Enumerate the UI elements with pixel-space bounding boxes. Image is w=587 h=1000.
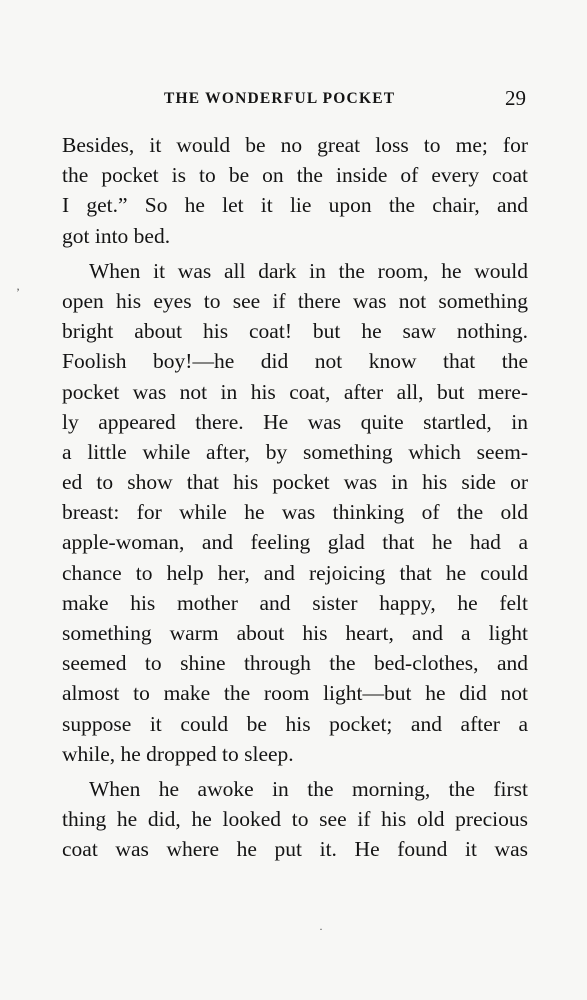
text-line: make his mother and sister happy, he felt	[62, 590, 528, 615]
text-line: got into bed.	[62, 223, 171, 248]
body-text	[62, 130, 528, 865]
text-line: Foolish boy!—he did not know that the	[62, 349, 528, 374]
text-line: pocket was not in his coat, after all, but mere-	[62, 379, 528, 404]
text-line: breast: for while he was thinking of the old	[62, 500, 528, 525]
text-line: a little while after, by something which seem-	[62, 439, 528, 464]
text-line: the pocket is to be on the inside of every coat	[62, 163, 528, 188]
paragraph	[62, 256, 528, 769]
text-line: chance to help her, and rejoicing that he could	[62, 560, 528, 585]
paragraph	[62, 774, 528, 865]
ink-speck: ·	[319, 922, 323, 936]
text-line: something warm about his heart, and a light	[62, 621, 528, 645]
paragraph	[62, 130, 528, 251]
text-line: bright about his coat! but he saw nothing.	[62, 319, 528, 344]
text-line: suppose it could be his pocket; and after a	[62, 711, 528, 736]
text-line: Besides, it would be no great loss to me; for	[62, 133, 528, 157]
page-number: 29	[505, 86, 526, 110]
text-line: I get.” So he let it lie upon the chair, and	[62, 193, 528, 218]
running-title: THE WONDERFUL POCKET	[164, 90, 396, 107]
text-line: When he awoke in the morning, the first	[89, 776, 528, 801]
text-line: seemed to shine through the bed-clothes, and	[62, 651, 528, 676]
running-head	[62, 88, 528, 114]
text-line: coat was where he put it. He found it was	[62, 837, 528, 862]
text-line: When it was all dark in the room, he would	[89, 258, 528, 283]
text-line: almost to make the room light—but he did not	[62, 681, 528, 706]
text-line: while, he dropped to sleep.	[62, 741, 294, 766]
margin-mark: ’	[16, 285, 20, 299]
text-line: thing he did, he looked to see if his old precious	[62, 807, 528, 832]
text-line: ed to show that his pocket was in his side or	[62, 470, 528, 495]
text-line: apple-woman, and feeling glad that he had a	[62, 530, 528, 555]
text-line: ly appeared there. He was quite startled, in	[62, 409, 528, 434]
text-line: open his eyes to see if there was not something	[62, 288, 528, 313]
